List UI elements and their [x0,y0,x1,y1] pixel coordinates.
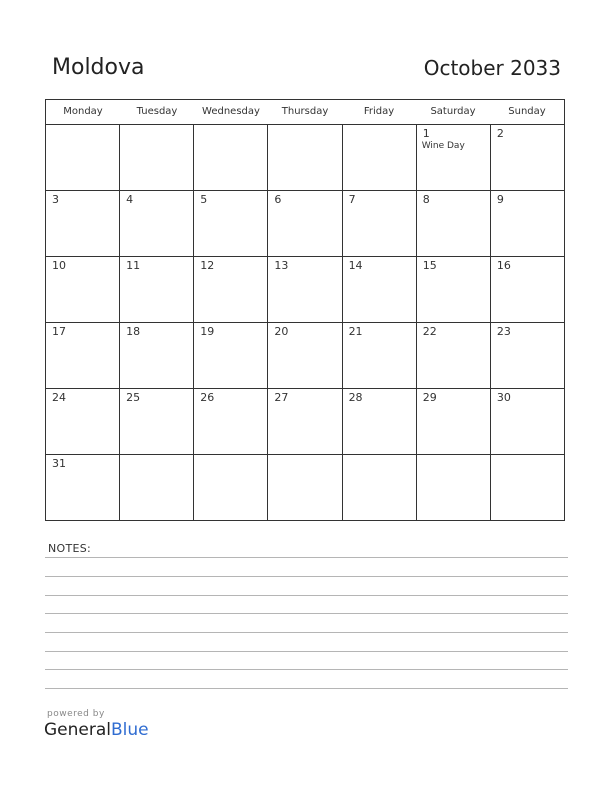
day-number: 31 [52,457,66,470]
day-cell[interactable] [194,323,268,388]
weekday-header: Sunday [508,106,546,117]
day-cell[interactable] [120,257,194,322]
day-number: 11 [126,259,141,272]
day-cell[interactable] [194,125,268,190]
week-row [46,125,564,191]
notes-label: NOTES: [48,542,92,555]
note-line [45,595,568,596]
day-cell[interactable] [194,389,268,454]
day-number: 24 [52,391,66,404]
day-number: 23 [496,325,511,338]
day-number: 18 [126,325,141,338]
day-number: 5 [200,193,208,206]
week-row [46,455,564,520]
day-number: 27 [274,391,289,404]
day-cell[interactable] [194,191,268,256]
day-number: 3 [52,193,59,206]
day-number: 30 [496,391,511,404]
day-number: 19 [200,325,215,338]
week-row [46,257,564,323]
country-title: Moldova [52,55,145,80]
day-number: 20 [274,325,289,338]
day-cell[interactable] [417,389,491,454]
day-cell[interactable] [491,389,564,454]
note-line [45,688,568,689]
day-number: 21 [348,325,363,338]
day-cell[interactable] [417,257,491,322]
day-cell[interactable] [46,257,120,322]
day-number: 13 [274,259,289,272]
note-line [45,613,568,614]
day-cell[interactable] [491,125,564,190]
day-cell[interactable] [491,455,564,520]
day-number: 6 [274,193,282,206]
day-cell[interactable] [417,191,491,256]
day-cell[interactable] [343,257,417,322]
day-cell[interactable] [268,455,342,520]
day-number: 2 [496,127,504,140]
powered-by-text: powered by [47,709,105,719]
weekday-header: Friday [363,106,395,117]
brand-general-text: General [44,720,111,740]
day-cell[interactable] [46,389,120,454]
day-number: 10 [52,259,66,272]
day-number: 9 [496,193,504,206]
week-row [46,323,564,389]
day-cell[interactable] [120,455,194,520]
holiday-label: Wine Day [421,141,465,151]
day-cell[interactable] [343,389,417,454]
day-cell[interactable] [491,257,564,322]
day-cell[interactable] [46,323,120,388]
day-number: 8 [422,193,430,206]
day-number: 14 [348,259,363,272]
day-number: 15 [422,259,437,272]
brand-blue-text: Blue [111,720,149,740]
day-cell[interactable] [491,323,564,388]
day-cell[interactable] [343,455,417,520]
weekday-header: Tuesday [136,106,178,117]
day-cell[interactable] [417,125,491,190]
day-cell[interactable] [268,125,342,190]
day-cell[interactable] [194,257,268,322]
generalblue-logo[interactable] [44,720,149,740]
day-cell[interactable] [46,455,120,520]
day-number: 4 [126,193,134,206]
note-line [45,669,568,670]
day-cell[interactable] [268,257,342,322]
day-cell[interactable] [120,191,194,256]
day-number: 26 [200,391,215,404]
day-cell[interactable] [46,125,120,190]
month-year-title: October 2033 [423,56,561,80]
day-cell[interactable] [417,455,491,520]
day-cell[interactable] [46,191,120,256]
day-cell[interactable] [268,191,342,256]
day-number: 17 [52,325,66,338]
weekday-header: Saturday [430,106,476,117]
day-cell[interactable] [194,455,268,520]
day-cell[interactable] [120,125,194,190]
note-line [45,632,568,633]
weekday-header: Monday [63,106,103,117]
day-cell[interactable] [343,323,417,388]
weekday-header-row [46,100,564,125]
weekday-header: Wednesday [202,106,260,117]
day-cell[interactable] [343,125,417,190]
day-number: 28 [348,391,363,404]
day-cell[interactable] [268,323,342,388]
weekday-header: Thursday [281,106,329,117]
day-cell[interactable] [343,191,417,256]
note-line [45,576,568,577]
weeks-container [46,125,564,520]
day-number: 29 [422,391,437,404]
week-row [46,191,564,257]
day-cell[interactable] [417,323,491,388]
calendar-grid [45,99,565,521]
day-number: 7 [348,193,356,206]
day-cell[interactable] [268,389,342,454]
day-number: 22 [422,325,437,338]
week-row [46,389,564,455]
day-cell[interactable] [120,323,194,388]
note-line [45,557,568,558]
day-cell[interactable] [120,389,194,454]
day-number: 12 [200,259,215,272]
day-number: 1 [422,127,430,140]
note-line [45,651,568,652]
day-number: 16 [496,259,511,272]
day-cell[interactable] [491,191,564,256]
day-number: 25 [126,391,141,404]
